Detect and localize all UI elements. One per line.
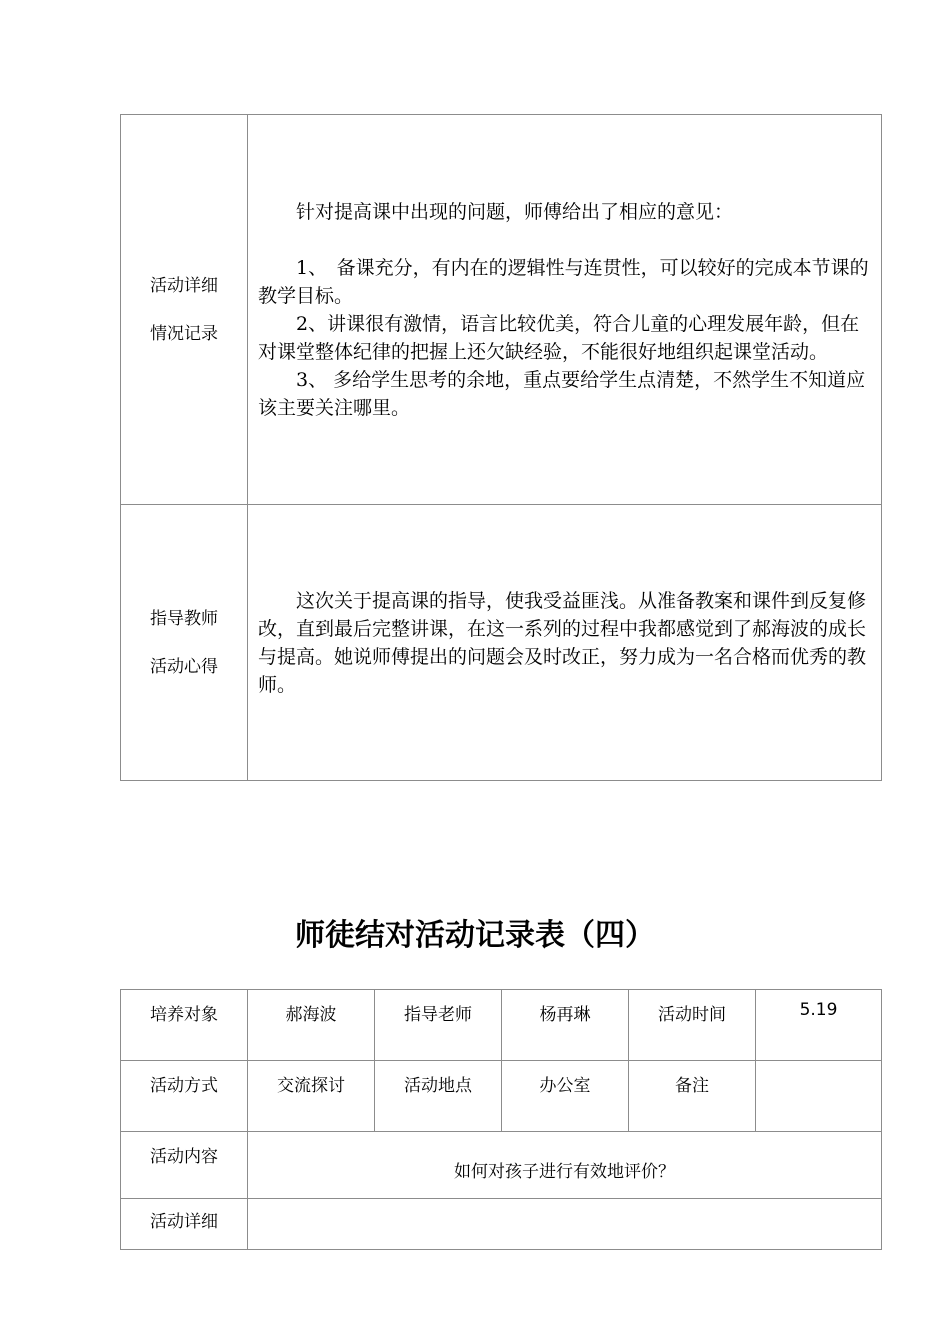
activity-details-content [248, 115, 882, 505]
activity-details-label: 活动详细 [121, 1199, 248, 1250]
table-row [121, 1132, 882, 1199]
activity-content-value: 如何对孩子进行有效地评价？ [248, 1132, 882, 1199]
activity-time-label: 活动时间 [629, 990, 756, 1061]
feedback-intro: 针对提高课中出现的问题，师傅给出了相应的意见： [296, 200, 734, 223]
trainee-label: 培养对象 [121, 990, 248, 1061]
table-row [121, 1199, 882, 1250]
mentor-reflection-label [121, 505, 248, 781]
remarks-label: 备注 [629, 1061, 756, 1132]
label-line: 情况记录 [150, 323, 218, 344]
activity-content-label: 活动内容 [121, 1132, 248, 1199]
activity-details-label [121, 115, 248, 505]
feedback-point: 1、 备课充分，有内在的逻辑性与连贯性，可以较好的完成本节课的教学目标。 [258, 256, 869, 307]
mentor-reflection-row [121, 505, 882, 781]
activity-method-label: 活动方式 [121, 1061, 248, 1132]
mentor-label: 指导老师 [375, 990, 502, 1061]
activity-location-value: 办公室 [502, 1061, 629, 1132]
label-line: 指导教师 [150, 608, 218, 629]
activity-time-value: 5.19 [756, 990, 882, 1061]
label-line: 活动心得 [150, 656, 218, 677]
activity-location-label: 活动地点 [375, 1061, 502, 1132]
label-line: 活动详细 [150, 275, 218, 296]
mentor-reflection-content [248, 505, 882, 781]
reflection-text: 这次关于提高课的指导，使我受益匪浅。从准备教案和课件到反复修改，直到最后完整讲课，在这一系列的过程中我都感觉到了郝海波的成长与提高。她说师傅提出的问题会及时改正，努力成为一名合格而优秀的教师。 [258, 589, 867, 696]
table-row [121, 990, 882, 1061]
activity-method-value: 交流探讨 [248, 1061, 375, 1132]
mentor-value: 杨再琳 [502, 990, 629, 1061]
activity-record-table-continued [120, 114, 882, 781]
feedback-point: 3、 多给学生思考的余地，重点要给学生点清楚，不然学生不知道应该主要关注哪里。 [258, 368, 866, 419]
page-title: 师徒结对活动记录表（四） [295, 918, 655, 953]
activity-details-value [248, 1199, 882, 1250]
table-row [121, 1061, 882, 1132]
activity-record-table [120, 989, 882, 1250]
remarks-value [756, 1061, 882, 1132]
feedback-point: 2、讲课很有激情，语言比较优美，符合儿童的心理发展年龄，但在对课堂整体纪律的把握上还欠缺经验，不能很好地组织起课堂活动。 [258, 312, 860, 363]
activity-details-row [121, 115, 882, 505]
trainee-value: 郝海波 [248, 990, 375, 1061]
